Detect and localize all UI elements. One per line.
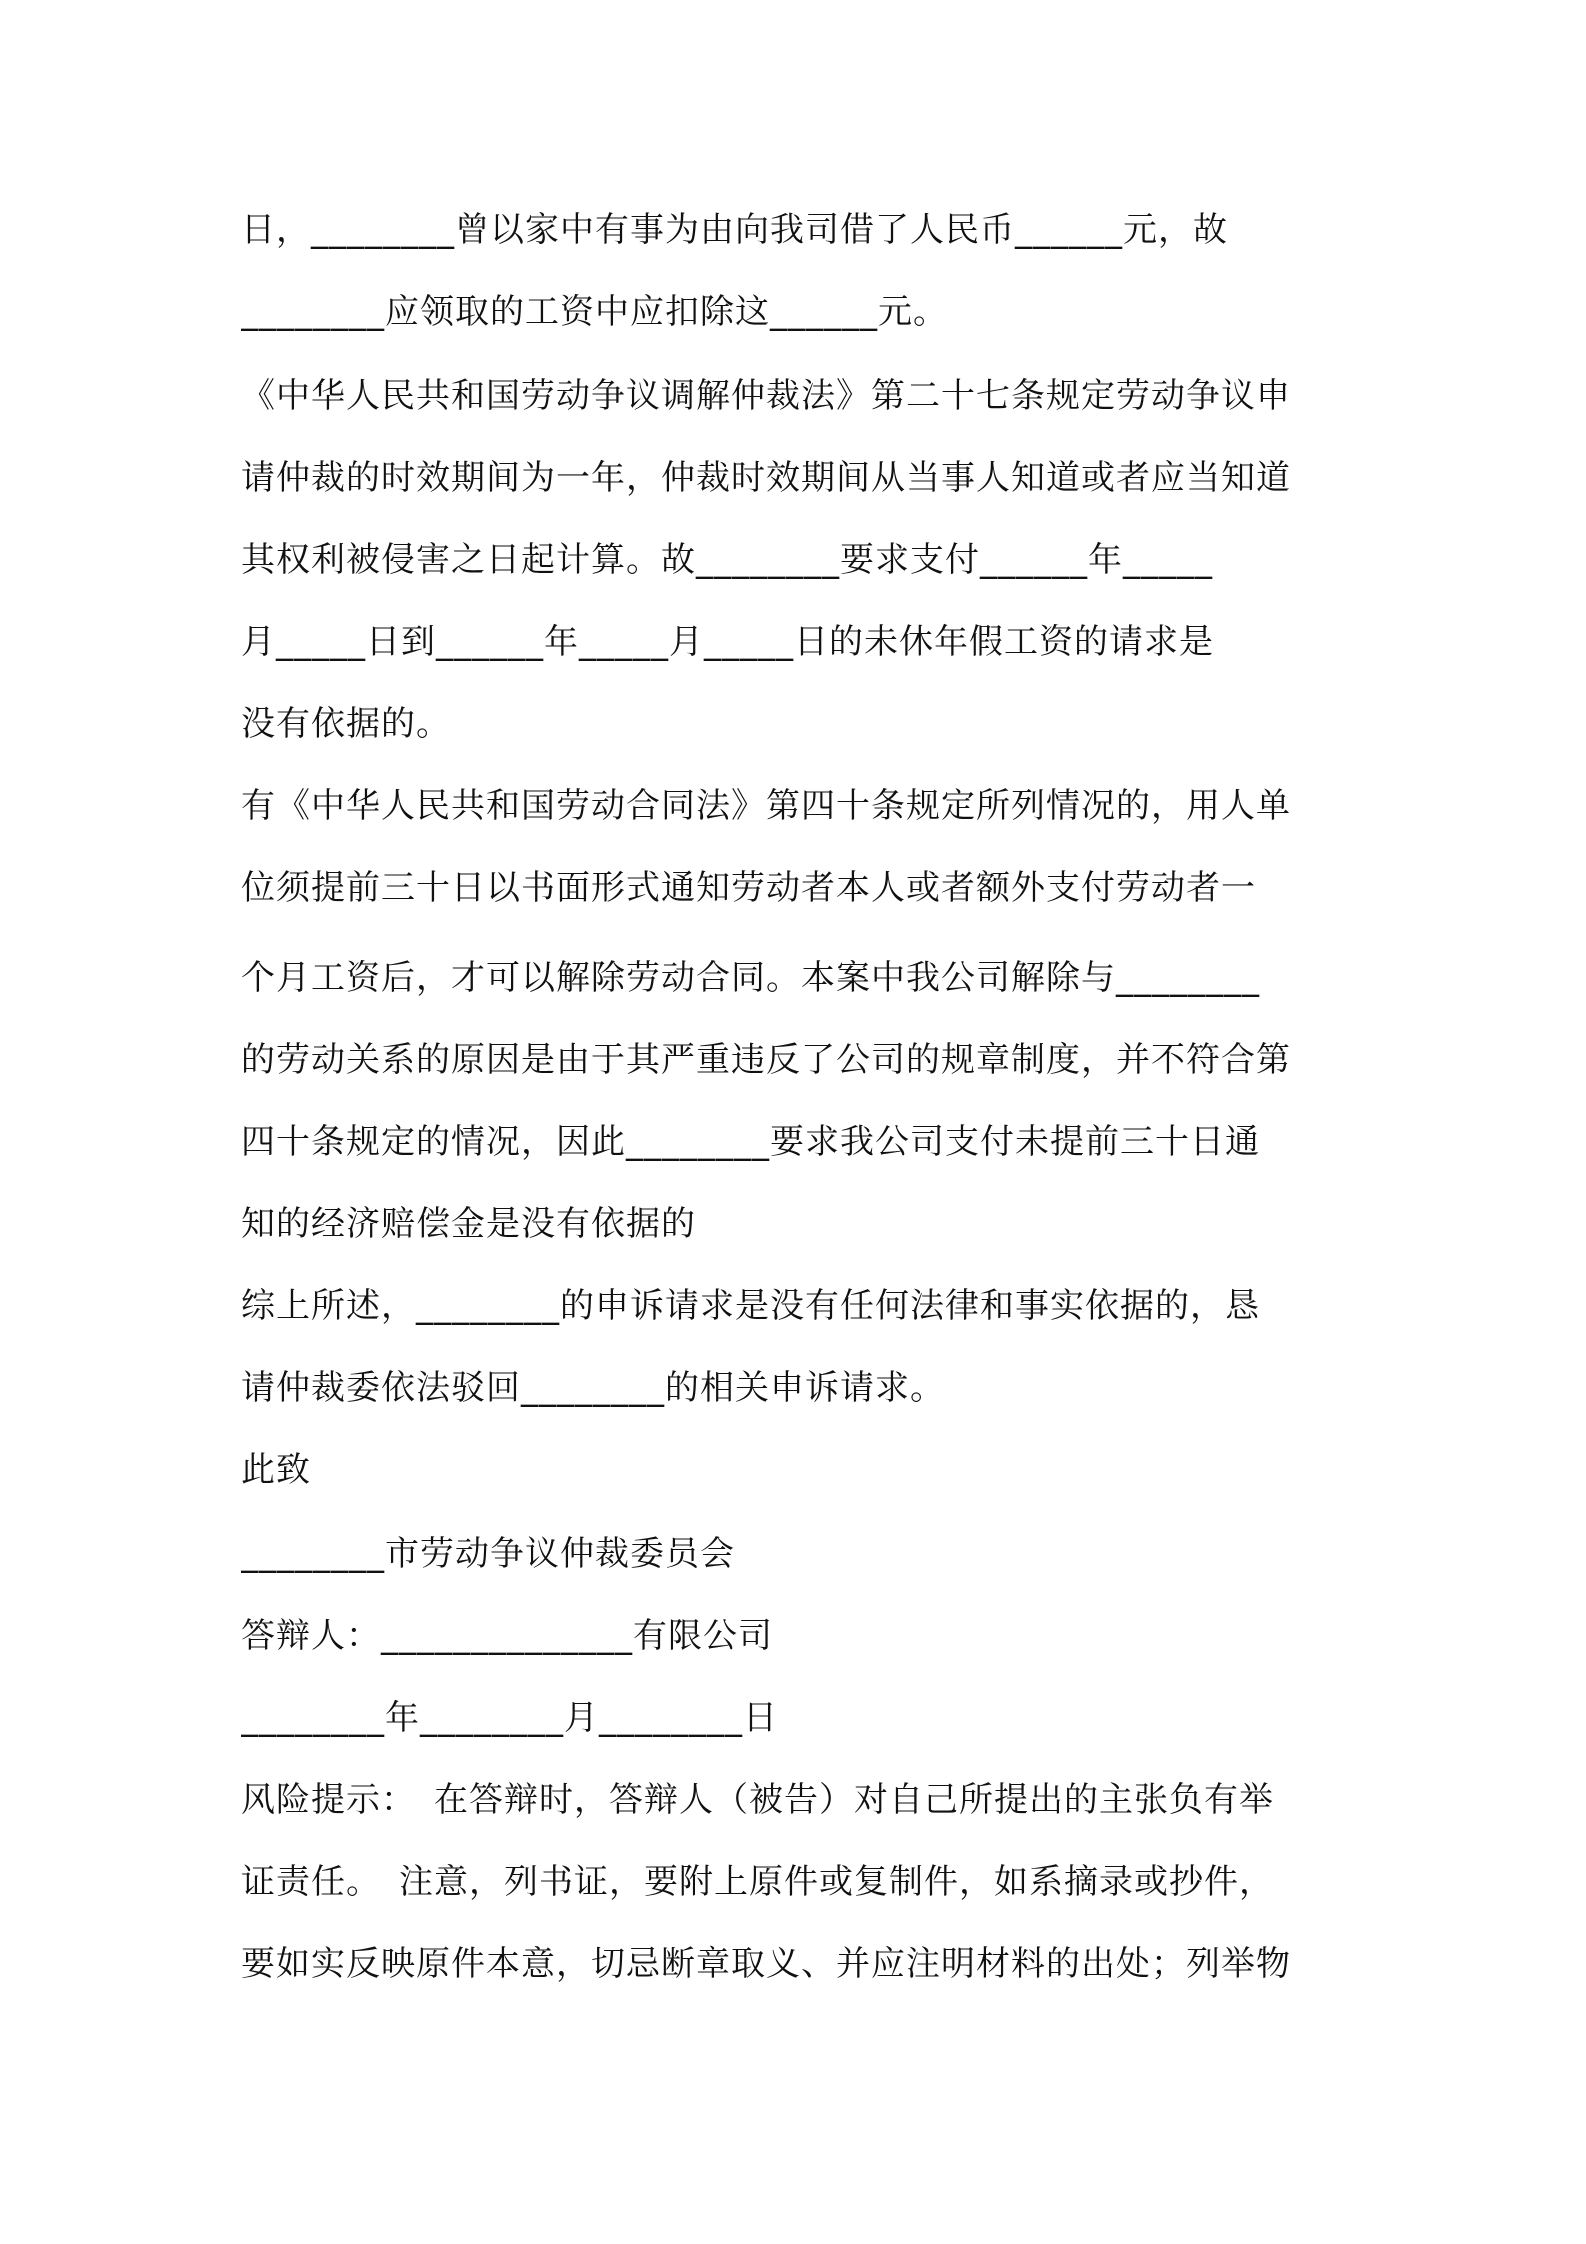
risk-warning-line-2: 证责任。 注意，列书证，要附上原件或复制件，如系摘录或抄件， <box>241 1862 1274 1902</box>
risk-warning-line-1: 风险提示： 在答辩时，答辩人（被告）对自己所提出的主张负有举 <box>241 1780 1274 1820</box>
text-line-5: 其权利被侵害之日起计算。故________要求支付______年_____ <box>241 540 1213 580</box>
closing-salutation: 此致 <box>241 1450 311 1490</box>
text-line-8: 有《中华人民共和国劳动合同法》第四十条规定所列情况的，用人单 <box>241 786 1291 826</box>
risk-warning-line-3: 要如实反映原件本意，切忌断章取义、并应注明材料的出处；列举物 <box>241 1944 1291 1984</box>
text-line-15: 请仲裁委依法驳回________的相关申诉请求。 <box>241 1368 945 1408</box>
respondent-line: 答辩人：______________有限公司 <box>241 1616 773 1656</box>
text-line-13: 知的经济赔偿金是没有依据的 <box>241 1204 696 1244</box>
date-line: ________年________月________日 <box>241 1698 778 1738</box>
text-line-12: 四十条规定的情况，因此________要求我公司支付未提前三十日通 <box>241 1122 1260 1162</box>
text-line-7: 没有依据的。 <box>241 704 451 744</box>
recipient-committee: ________市劳动争议仲裁委员会 <box>241 1534 735 1574</box>
text-line-14: 综上所述，________的申诉请求是没有任何法律和事实依据的，恳 <box>241 1286 1260 1326</box>
text-line-9: 位须提前三十日以书面形式通知劳动者本人或者额外支付劳动者一 <box>241 868 1256 908</box>
text-line-11: 的劳动关系的原因是由于其严重违反了公司的规章制度，并不符合第 <box>241 1040 1291 1080</box>
text-line-4: 请仲裁的时效期间为一年，仲裁时效期间从当事人知道或者应当知道 <box>241 458 1291 498</box>
text-line-3: 《中华人民共和国劳动争议调解仲裁法》第二十七条规定劳动争议申 <box>241 376 1291 416</box>
text-line-10: 个月工资后，才可以解除劳动合同。本案中我公司解除与________ <box>241 958 1260 998</box>
text-line-2: ________应领取的工资中应扣除这______元。 <box>241 292 948 332</box>
text-line-1: 日，________曾以家中有事为由向我司借了人民币______元，故 <box>241 210 1228 250</box>
text-line-6: 月_____日到______年_____月_____日的未休年假工资的请求是 <box>241 622 1214 662</box>
